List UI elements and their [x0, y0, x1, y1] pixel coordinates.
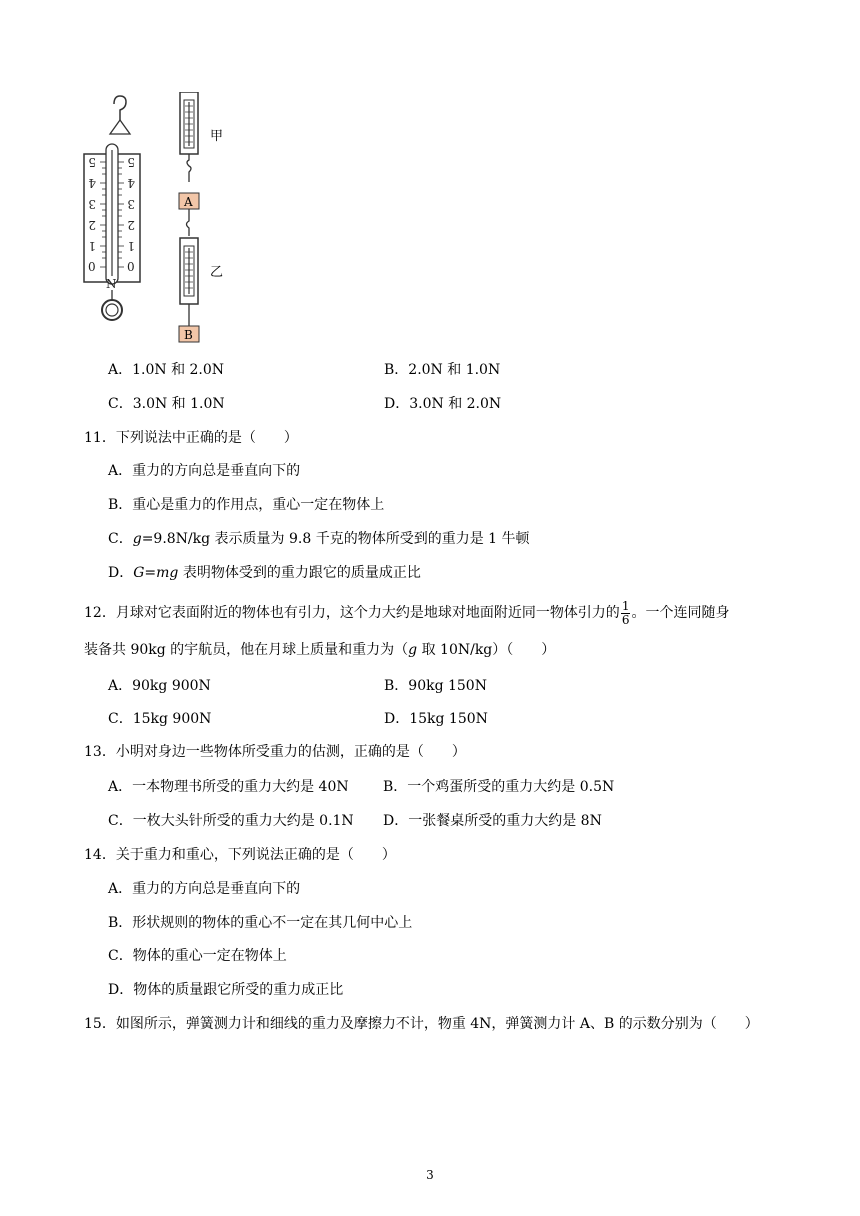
scale-digit: 5	[88, 155, 96, 169]
q12-option-b[interactable]: B．90kg 150N	[384, 678, 487, 694]
scale-digit: 5	[127, 155, 135, 169]
q11-option-b[interactable]: B．重心是重力的作用点，重心一定在物体上	[108, 497, 385, 513]
q12-option-a[interactable]: A．90kg 900N	[108, 678, 211, 694]
svg-text:A: A	[184, 195, 193, 209]
q10-option-a[interactable]: A．1.0N 和 2.0N	[108, 362, 225, 378]
q12-option-d[interactable]: D．15kg 150N	[384, 711, 488, 727]
page-number: 3	[426, 1168, 434, 1182]
q15-stem: 15．如图所示，弹簧测力计和细线的重力及摩擦力不计，物重 4N，弹簧测力计 A、B 的示数分别为（ ）	[84, 1016, 759, 1032]
spring-scale-figure	[78, 92, 238, 344]
q13-option-d[interactable]: D．一张餐桌所受的重力大约是 8N	[383, 813, 602, 829]
label-jia: 甲	[210, 129, 224, 144]
q11-option-a[interactable]: A．重力的方向总是垂直向下的	[108, 463, 301, 479]
fraction-one-sixth: $\frac{1}{6}$	[621, 598, 630, 627]
scale-digit: 0	[88, 260, 96, 274]
q10-option-b[interactable]: B．2.0N 和 1.0N	[384, 362, 501, 378]
q14-stem: 14．关于重力和重心，下列说法正确的是（ ）	[84, 847, 396, 863]
scale-digit: 3	[88, 197, 96, 211]
q13-option-c[interactable]: C．一枚大头针所受的重力大约是 0.1N	[108, 813, 354, 829]
svg-text:B: B	[184, 328, 193, 342]
q14-option-c[interactable]: C．物体的重心一定在物体上	[108, 948, 287, 964]
scale-digit: 1	[88, 239, 96, 253]
small-scale-yi	[180, 238, 198, 326]
q11-option-c[interactable]: C．g=9.8N/kg 表示质量为 9.8 千克的物体所受到的重力是 1 牛顿	[108, 531, 530, 547]
scale-digit: 4	[88, 176, 96, 190]
small-scale-jia	[180, 92, 198, 182]
q10-option-c[interactable]: C．3.0N 和 1.0N	[108, 396, 225, 412]
q11-stem: 11．下列说法中正确的是（ ）	[84, 430, 298, 446]
scale-digit: 0	[127, 260, 135, 274]
q12-option-c[interactable]: C．15kg 900N	[108, 711, 212, 727]
scale-digit: 4	[127, 176, 135, 190]
q10-option-d[interactable]: D．3.0N 和 2.0N	[384, 396, 502, 412]
q13-option-a[interactable]: A．一本物理书所受的重力大约是 40N	[108, 779, 349, 795]
label-yi: 乙	[210, 265, 224, 280]
q11-option-d[interactable]: D．G=mg 表明物体受到的重力跟它的质量成正比	[108, 565, 421, 581]
block-b	[179, 326, 199, 342]
scale-digit: 2	[127, 218, 135, 232]
q12-stem-line2: 装备共 90kg 的宇航员，他在月球上质量和重力为（g 取 10N/kg）（ ）	[84, 642, 556, 658]
q14-option-d[interactable]: D．物体的质量跟它所受的重力成正比	[108, 982, 344, 998]
scale-digit: 3	[127, 197, 135, 211]
q13-stem: 13．小明对身边一些物体所受重力的估测，正确的是（ ）	[84, 744, 466, 760]
q14-option-b[interactable]: B．形状规则的物体的重心不一定在其几何中心上	[108, 915, 413, 931]
scale-digit: 2	[88, 218, 96, 232]
scale-digit: 1	[127, 239, 135, 253]
block-a	[179, 193, 199, 209]
unit-label: N	[106, 277, 117, 291]
q13-option-b[interactable]: B．一个鸡蛋所受的重力大约是 0.5N	[383, 779, 615, 795]
large-spring-scale	[84, 96, 140, 320]
q14-option-a[interactable]: A．重力的方向总是垂直向下的	[108, 881, 301, 897]
q12-stem: 12．月球对它表面附近的物体也有引力，这个力大约是地球对地面附近同一物体引力的 $\frac{1}{6}$ 。一个连同随身	[84, 598, 730, 627]
